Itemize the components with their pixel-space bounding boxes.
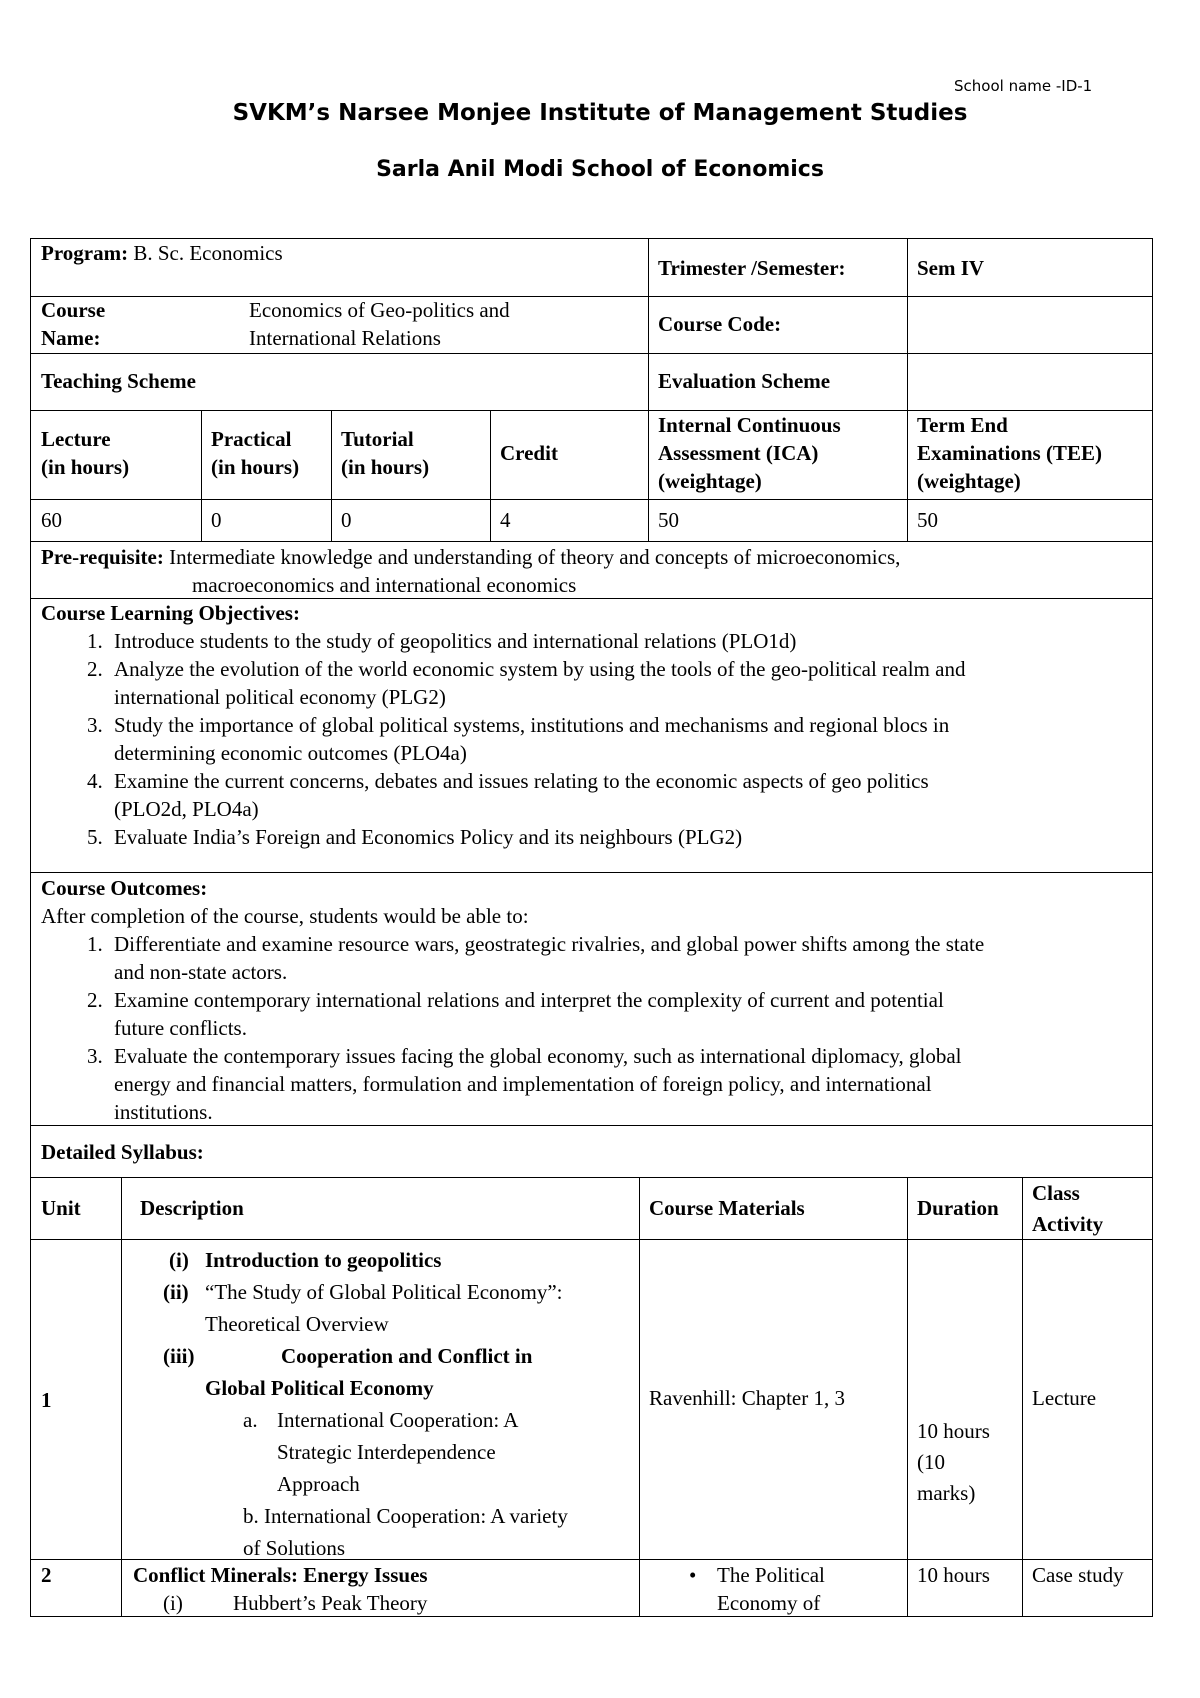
credit-header: Credit bbox=[500, 441, 558, 465]
list-item: 5. Evaluate India’s Foreign and Economics Policy and its neighbours (PLG2) bbox=[87, 825, 743, 849]
trimester-label: Trimester /Semester: bbox=[658, 256, 846, 280]
outcomes-section bbox=[31, 874, 1152, 1126]
outcomes-intro: After completion of the course, students would be able to: bbox=[41, 904, 529, 928]
list-item: 3. Study the importance of global political systems, institutions and mechanisms and regional blocs in determining economic outcomes (PLO4a) bbox=[87, 713, 950, 765]
school-id-label: School name -ID-1 bbox=[954, 77, 1093, 95]
tee-value: 50 bbox=[917, 508, 938, 532]
unit-2-activity: Case study bbox=[1032, 1563, 1124, 1587]
list-item: 1. Differentiate and examine resource wars, geostrategic rivalries, and global power shifts among the state and non-state actors. bbox=[87, 932, 985, 984]
trimester-value: Sem IV bbox=[917, 256, 985, 280]
prerequisite-text: Intermediate knowledge and understanding of theory and concepts of microeconomics, bbox=[169, 545, 901, 569]
outcomes-list bbox=[41, 930, 1142, 1126]
objectives-section bbox=[31, 599, 1152, 851]
list-item: 4. Examine the current concerns, debates and issues relating to the economic aspects of geo politics (PLO2d, PLO4a) bbox=[87, 769, 929, 821]
lecture-header: Lecture (in hours) bbox=[41, 427, 130, 479]
unit-2-number: 2 bbox=[41, 1563, 52, 1587]
lecture-value: 60 bbox=[41, 508, 62, 532]
unit-1-duration: 10 hours (10 marks) bbox=[917, 1419, 990, 1505]
list-item: 1. Introduce students to the study of geopolitics and international relations (PLO1d) bbox=[87, 629, 797, 653]
course-name-label: Course Name: bbox=[41, 298, 106, 350]
header-unit: Unit bbox=[41, 1196, 81, 1220]
teaching-scheme-label: Teaching Scheme bbox=[41, 369, 196, 393]
header-description: Description bbox=[140, 1196, 244, 1220]
tutorial-header: Tutorial (in hours) bbox=[341, 427, 430, 479]
ica-header: Internal Continuous Assessment (ICA) (weightage) bbox=[658, 413, 841, 493]
header-course-materials: Course Materials bbox=[649, 1196, 805, 1220]
tee-header: Term End Examinations (TEE) (weightage) bbox=[917, 413, 1102, 493]
prerequisite-text-cont: macroeconomics and international economics bbox=[192, 573, 577, 597]
prerequisite-label: Pre-requisite: bbox=[41, 545, 164, 569]
institute-title: SVKM’s Narsee Monjee Institute of Management Studies bbox=[232, 100, 968, 126]
course-code-label: Course Code: bbox=[658, 312, 782, 336]
list-item: 2. Examine contemporary international relations and interpret the complexity of current and potential future conflicts. bbox=[87, 988, 944, 1040]
program-value: B. Sc. Economics bbox=[133, 241, 283, 265]
unit-1-activity: Lecture bbox=[1032, 1386, 1097, 1410]
list-item: 2. Analyze the evolution of the world economic system by using the tools of the geo-political realm and international political economy (PLG2) bbox=[87, 657, 966, 709]
program-cell bbox=[31, 239, 648, 267]
header-duration: Duration bbox=[917, 1196, 999, 1220]
evaluation-scheme-label: Evaluation Scheme bbox=[658, 369, 831, 393]
unit-2-description: Conflict Minerals: Energy Issues (i) Hubbert’s Peak Theory bbox=[133, 1563, 428, 1615]
outcomes-title: Course Outcomes: bbox=[41, 876, 208, 900]
course-name-value: Economics of Geo-politics and International Relations bbox=[249, 298, 510, 350]
school-title: Sarla Anil Modi School of Economics bbox=[376, 157, 824, 182]
unit-2-duration: 10 hours bbox=[917, 1563, 990, 1587]
course-details-table bbox=[30, 541, 1153, 1178]
list-item: 3. Evaluate the contemporary issues facing the global economy, such as international diplomacy, global energy and financial matters, formulation and implementation of foreign policy, and international institutions. bbox=[87, 1044, 962, 1124]
prerequisite-section bbox=[31, 543, 1152, 599]
practical-value: 0 bbox=[211, 508, 222, 532]
program-label: Program: bbox=[41, 241, 129, 265]
syllabus-title: Detailed Syllabus: bbox=[41, 1140, 204, 1164]
objectives-title: Course Learning Objectives: bbox=[41, 601, 300, 625]
credit-value: 4 bbox=[500, 508, 511, 532]
tutorial-value: 0 bbox=[341, 508, 352, 532]
course-info-table bbox=[30, 238, 1153, 542]
unit-1-description: (i) Introduction to geopolitics (ii) “The Study of Global Political Economy”: Theoretical Overview (iii) Cooperation and Conflict in Global Political Economy a. International Cooperation: A Strategic Interdependence Approach b. International Cooperation: A variety of Solutions bbox=[163, 1248, 568, 1560]
objectives-list bbox=[41, 627, 1142, 851]
header-class-activity: Class Activity bbox=[1032, 1181, 1104, 1236]
unit-1-number: 1 bbox=[41, 1388, 52, 1412]
ica-value: 50 bbox=[658, 508, 679, 532]
unit-1-materials: Ravenhill: Chapter 1, 3 bbox=[649, 1386, 845, 1410]
practical-header: Practical (in hours) bbox=[211, 427, 300, 479]
syllabus-table bbox=[30, 1177, 1153, 1617]
unit-2-materials: • The Political Economy of bbox=[689, 1563, 825, 1615]
bullet-icon: • bbox=[689, 1563, 697, 1587]
